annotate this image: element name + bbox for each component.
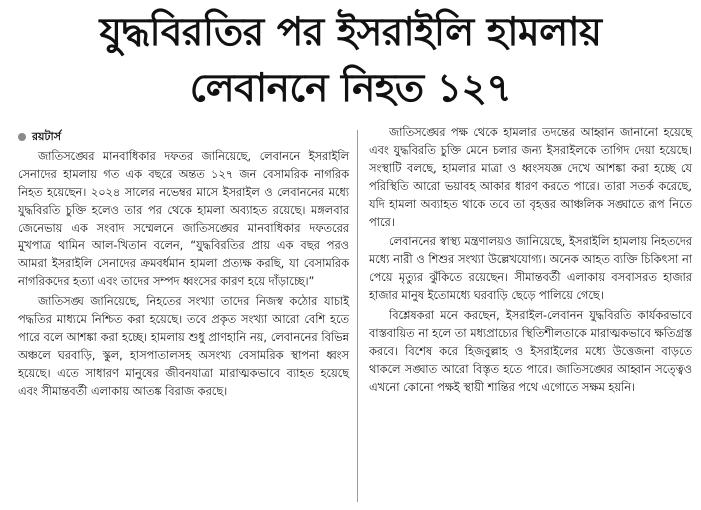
byline: [18, 128, 349, 146]
bullet-icon: [18, 133, 26, 141]
paragraph-left-2: জাতিসঙ্ঘ জানিয়েছে, নিহতের সংখ্যা তাদের নিজস্ব কঠোর যাচাই পদ্ধতির মাধ্যমে নিশ্চিত করা হয়েছে। তবে প্রকৃত সংখ্যা আরো বেশি হতে পারে বলে আশঙ্কা করা হচ্ছে। হামলায় শুধু প্রাণহানি নয়, লেবাননের বিভিন্ন অঞ্চলে ঘরবাড়ি, স্কুল, হাসপাতালসহ অসংখ্য বেসামরিক স্থাপনা ধ্বংস হয়েছে। এতে সাধারণ মানুষের জীবনযাত্রা মারাত্মকভাবে ব্যাহত হয়েছে এবং সীমান্তবর্তী এলাকায় আতঙ্ক বিরাজ করছে।: [18, 295, 349, 398]
paragraph-right-3: বিশ্লেষকরা মনে করছেন, ইসরাইল-লেবানন যুদ্ধবিরতি কার্যকরভাবে বাস্তবায়িত না হলে তা মধ্যপ্রাচ্যের স্থিতিশীলতাকে মারাত্মকভাবে ক্ষতিগ্রস্ত করবে। বিশেষ করে হিজবুল্লাহ ও ইসরাইলের মধ্যে উত্তেজনা বাড়তে থাকলে সঙ্ঘাত আরো বিস্তৃত হতে পারে। জাতিসঙ্ঘের আহ্বান সত্ত্বেও এখনো কোনো পক্ষই স্থায়ী শান্তির পথে এগোতে সক্ষম হয়নি।: [369, 309, 692, 394]
paragraph-left-1: জাতিসঙ্ঘের মানবাধিকার দফতর জানিয়েছে, লেবাননে ইসরাইলি সেনাদের হামলায় গত এক বছরে অন্তত ১২৭ জন বেসামরিক নাগরিক নিহত হয়েছেন। ২০২৪ সালের নভেম্বর মাসে ইসরাইল ও লেবাননের মধ্যে যুদ্ধবিরতি চুক্তি হলেও তার পর থেকে হামলা অব্যাহত রয়েছে। মঙ্গলবার জেনেভায় এক সংবাদ সম্মেলনে জাতিসঙ্ঘের মানবাধিকার দফতরের মুখপাত্র থামিন আল-খিতান বলেন, “যুদ্ধবিরতির প্রায় এক বছর পরও আমরা ইসরাইলি সেনাদের ক্রমবর্ধমান হামলা প্রত্যক্ষ করছি, যা বেসামরিক নাগরিকদের হত্যা এবং তাদের সম্পদ ধ্বংসের কারণ হয়ে দাঁড়াচ্ছে।”: [18, 149, 349, 289]
paragraph-right-1: জাতিসঙ্ঘের পক্ষ থেকে হামলার তদন্তের আহ্বান জানানো হয়েছে এবং যুদ্ধবিরতি চুক্তি মেনে চলার জন্য ইসরাইলকে তাগিদ দেয়া হয়েছে। সংস্থাটি বলছে, হামলার মাত্রা ও ধ্বংসযজ্ঞ দেখে আশঙ্কা করা হচ্ছে যে পরিস্থিতি আরো ভয়াবহ আকার ধারণ করতে পারে। তারা সতর্ক করেছে, যদি হামলা অব্যাহত থাকে তবে তা বৃহত্তর আঞ্চলিক সঙ্ঘাতে রূপ নিতে পারে।: [369, 126, 692, 229]
column-divider: [357, 130, 358, 502]
article-column-right: [369, 124, 692, 502]
paragraph-right-2: লেবাননের স্বাস্থ্য মন্ত্রণালয়ও জানিয়েছে, ইসরাইলি হামলায় নিহতদের মধ্যে নারী ও শিশুর সংখ্যা উল্লেখযোগ্য। অনেক আহত ব্যক্তি চিকিৎসা না পেয়ে মৃত্যুর ঝুঁকিতে রয়েছেন। সীমান্তবর্তী এলাকায় বসবাসরত হাজার হাজার মানুষ ইতোমধ্যে ঘরবাড়ি ছেড়ে পালিয়ে গেছে।: [369, 235, 692, 303]
headline-line-1: যুদ্ধবিরতির পর ইসরাইলি হামলায়: [99, 10, 602, 55]
headline-line-2: লেবাননে নিহত ১২৭: [189, 66, 512, 111]
article-column-left: [18, 124, 349, 502]
byline-source: রয়টার্স: [32, 130, 61, 143]
